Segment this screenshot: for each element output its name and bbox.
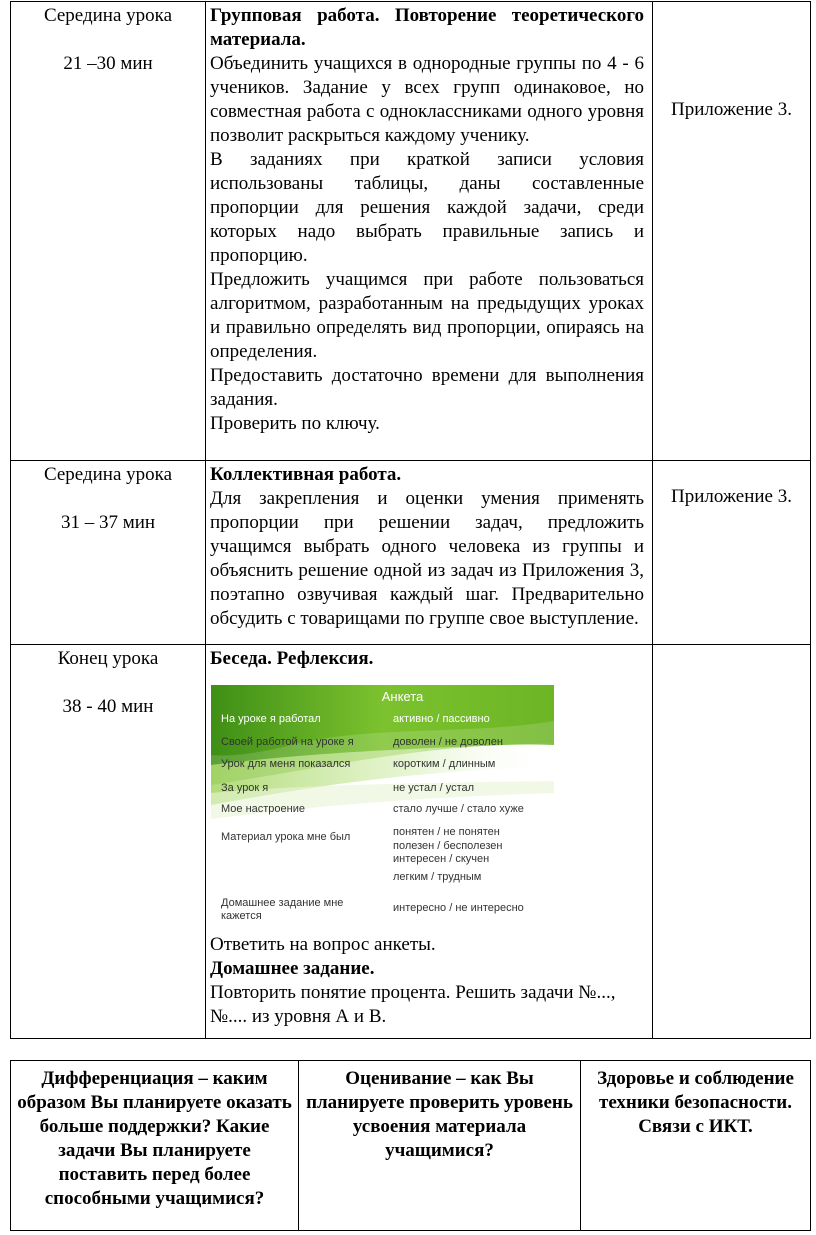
survey-answer: легким / трудным (393, 871, 482, 883)
duration-label: 31 – 37 мин (60, 512, 156, 533)
stage-cell (11, 2, 206, 461)
survey-question: За урок я (221, 782, 269, 794)
survey-answer: стало лучше / стало хуже (393, 803, 524, 815)
planning-questions-table (10, 1060, 811, 1231)
assessment-header: Оценивание – как Вы планируете проверить уровень усвоения материала учащимися? (299, 1061, 581, 1231)
duration-label: 21 –30 мин (63, 53, 153, 74)
survey-question: Домашнее задание мне (221, 897, 344, 909)
survey-image (211, 685, 554, 929)
survey-question: Своей работой на уроке я (221, 736, 354, 748)
activity-title: Коллективная работа. (210, 464, 402, 485)
survey-question: На уроке я работал (221, 713, 321, 725)
survey-title: Анкета (381, 689, 424, 704)
survey-answer: коротким / длинным (393, 758, 496, 770)
homework-text: Повторить понятие процента. Решить задачи №..., №.... из уровня А и В. (210, 982, 616, 1027)
activity-paragraph: Предоставить достаточно времени для выполнения задания. (210, 365, 644, 410)
survey-answer: интересен / скучен (393, 853, 490, 865)
lesson-plan-table (10, 1, 811, 1039)
appendix-label: Приложение 3. (671, 99, 792, 120)
survey-instruction: Ответить на вопрос анкеты. (210, 934, 436, 955)
stage-label: Середина урока (43, 464, 173, 485)
appendix-label: Приложение 3. (671, 486, 792, 507)
table-row (11, 2, 811, 461)
homework-title: Домашнее задание. (210, 958, 375, 979)
activity-paragraph: Предложить учащимся при работе пользоваться алгоритмом, разработанным на предыдущих уроках и правильно определять вид пропорции, опираясь на определения. (210, 269, 644, 362)
table-row (11, 645, 811, 1039)
activity-paragraph: Объединить учащихся в однородные группы по 4 - 6 учеников. Задание у всех групп одинаковое, но совместная работа с одноклассниками одного уровня позволит раскрыться каждому ученику. (210, 53, 644, 146)
appendix-cell (653, 2, 811, 461)
appendix-cell (653, 461, 811, 645)
activity-paragraph: В заданиях при краткой записи условия использованы таблицы, даны составленные пропорции для решения каждой задачи, среди которых надо выбрать правильные запись и пропорцию. (210, 149, 644, 266)
stage-label: Середина урока (43, 5, 173, 26)
stage-cell (11, 461, 206, 645)
survey-answer: полезен / бесполезен (393, 840, 503, 852)
stage-label: Конец урока (57, 648, 159, 669)
survey-answer: доволен / не доволен (393, 736, 503, 748)
table-row (11, 461, 811, 645)
survey-answer: не устал / устал (393, 782, 475, 794)
stage-cell (11, 645, 206, 1039)
activity-title: Беседа. Рефлексия. (210, 648, 374, 669)
survey-answer: интересно / не интересно (393, 902, 524, 914)
health-safety-header: Здоровье и соблюдение техники безопасности. Связи с ИКТ. (581, 1061, 811, 1231)
activity-cell (206, 2, 653, 461)
survey-question: Мое настроение (221, 803, 305, 815)
appendix-cell (653, 645, 811, 1039)
survey-question: Материал урока мне был (221, 831, 351, 843)
activity-cell (206, 461, 653, 645)
survey-question: Урок для меня показался (221, 758, 351, 770)
table-row (11, 1061, 811, 1231)
survey-question: кажется (221, 910, 262, 922)
activity-title: Групповая работа. Повторение теоретического материала. (210, 5, 644, 50)
survey-answer: понятен / не понятен (393, 826, 500, 838)
activity-paragraph: Проверить по ключу. (210, 413, 380, 434)
activity-paragraph: Для закрепления и оценки умения применять пропорции при решении задач, предложить учащимся выбрать одного человека из группы и объяснить решение одной из задач из Приложения 3, поэтапно озвучивая каждый шаг. Предварительно обсудить с товарищами по группе свое выступление. (210, 488, 644, 629)
differentiation-header: Дифференциация – каким образом Вы планируете оказать больше поддержки? Какие задачи Вы планируете поставить перед более способными учащимися? (11, 1061, 299, 1231)
survey-answer: активно / пассивно (393, 713, 490, 725)
duration-label: 38 - 40 мин (62, 696, 154, 717)
activity-cell (206, 645, 653, 1039)
